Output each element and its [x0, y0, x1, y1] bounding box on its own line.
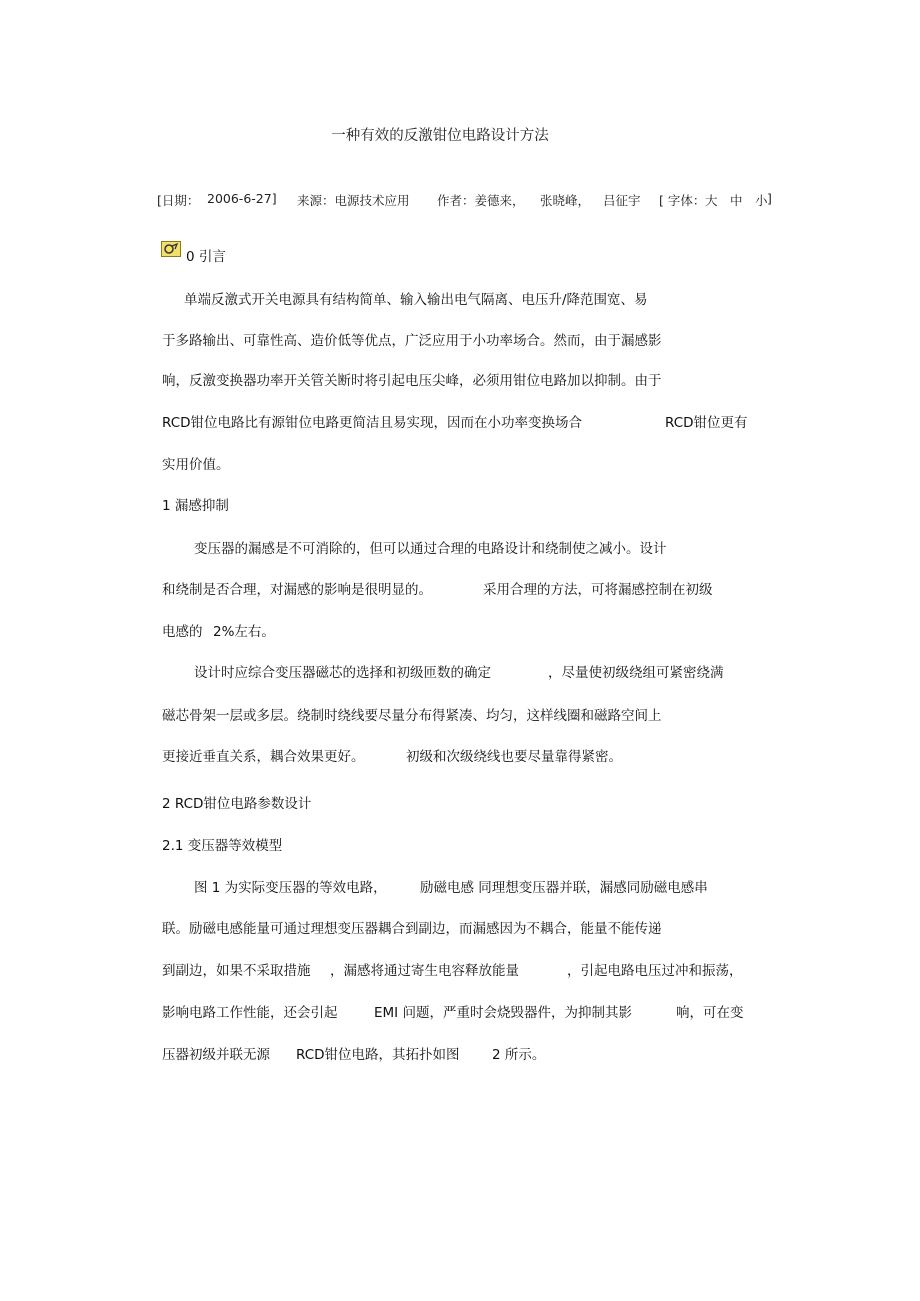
paragraph-line: 磁芯骨架一层或多层。绕制时绕线要尽量分布得紧凑、均匀，这样线圈和磁路空间上 — [162, 708, 662, 724]
date-value: 2006-6-27] — [207, 191, 277, 206]
paragraph-line: 联。励磁电感能量可通过理想变压器耦合到副边，而漏感因为不耦合，能量不能传递 — [162, 921, 662, 937]
font-size-close: ] — [767, 191, 772, 206]
section-marker-icon — [161, 241, 181, 257]
paragraph-line: ，引起电路电压过冲和振荡， — [567, 963, 743, 979]
paragraph-line: 于多路输出、可靠性高、造价低等优点，广泛应用于小功率场合。然而，由于漏感影 — [162, 333, 662, 349]
paragraph-line: 图 1 为实际变压器的等效电路， — [194, 880, 387, 896]
paragraph-line: 到副边，如果不采取措施 — [162, 963, 311, 979]
section-2-1-heading: 2.1 变压器等效模型 — [162, 838, 283, 854]
paragraph-line: 设计时应综合变压器磁芯的选择和初级匝数的确定 — [194, 665, 491, 681]
paragraph-line: 影响电路工作性能，还会引起 — [162, 1005, 338, 1021]
font-size-label: [ 字体： — [659, 193, 706, 208]
paragraph-line: 电感的 — [162, 624, 203, 640]
author-label: 作者：姜德来， — [437, 193, 525, 208]
paragraph-line: RCD钳位电路比有源钳位电路更简洁且易实现，因而在小功率变换场合 — [162, 415, 583, 431]
author-3: 吕征宇 — [603, 193, 641, 208]
paragraph-line: 更接近垂直关系，耦合效果更好。 — [162, 749, 365, 765]
paragraph-line: 2%左右。 — [213, 624, 275, 640]
font-size-large-link[interactable]: 大 — [705, 193, 718, 208]
paragraph-line: ，尽量使初级绕组可紧密绕满 — [548, 665, 724, 681]
source-text: 来源：电源技术应用 — [297, 193, 410, 208]
paragraph-line: 和绕制是否合理，对漏感的影响是很明显的。 — [162, 582, 432, 598]
paragraph-line: RCD钳位更有 — [665, 415, 748, 431]
paragraph-line: 初级和次级绕线也要尽量靠得紧密。 — [406, 749, 622, 765]
section-0-heading: 0 引言 — [186, 249, 226, 265]
paragraph-line: 响，反激变换器功率开关管关断时将引起电压尖峰，必须用钳位电路加以抑制。由于 — [162, 373, 662, 389]
paragraph-line: RCD钳位电路，其拓扑如图 — [296, 1047, 460, 1063]
paragraph-line: 2 所示。 — [492, 1047, 546, 1063]
font-size-small-link[interactable]: 小 — [755, 193, 768, 208]
paragraph-line: 实用价值。 — [162, 457, 230, 473]
paragraph-line: 响，可在变 — [676, 1005, 744, 1021]
paragraph-line: 变压器的漏感是不可消除的，但可以通过合理的电路设计和绕制使之减小。设计 — [194, 541, 667, 557]
section-1-heading: 1 漏感抑制 — [162, 498, 229, 514]
paragraph-line: 单端反激式开关电源具有结构简单、输入输出电气隔离、电压升/降范围宽、易 — [184, 292, 648, 308]
font-size-medium-link[interactable]: 中 — [730, 193, 743, 208]
author-2: 张晓峰， — [540, 193, 591, 208]
paragraph-line: EMI 问题，严重时会烧毁器件，为抑制其影 — [374, 1005, 632, 1021]
page-title: 一种有效的反激钳位电路设计方法 — [331, 128, 549, 144]
section-2-heading: 2 RCD钳位电路参数设计 — [162, 796, 312, 812]
date-label: [日期： — [157, 193, 200, 208]
paragraph-line: 压器初级并联无源 — [162, 1047, 270, 1063]
paragraph-line: ，漏感将通过寄生电容释放能量 — [330, 963, 519, 979]
paragraph-line: 励磁电感 同理想变压器并联，漏感同励磁电感串 — [420, 880, 708, 896]
paragraph-line: 采用合理的方法，可将漏感控制在初级 — [483, 582, 713, 598]
